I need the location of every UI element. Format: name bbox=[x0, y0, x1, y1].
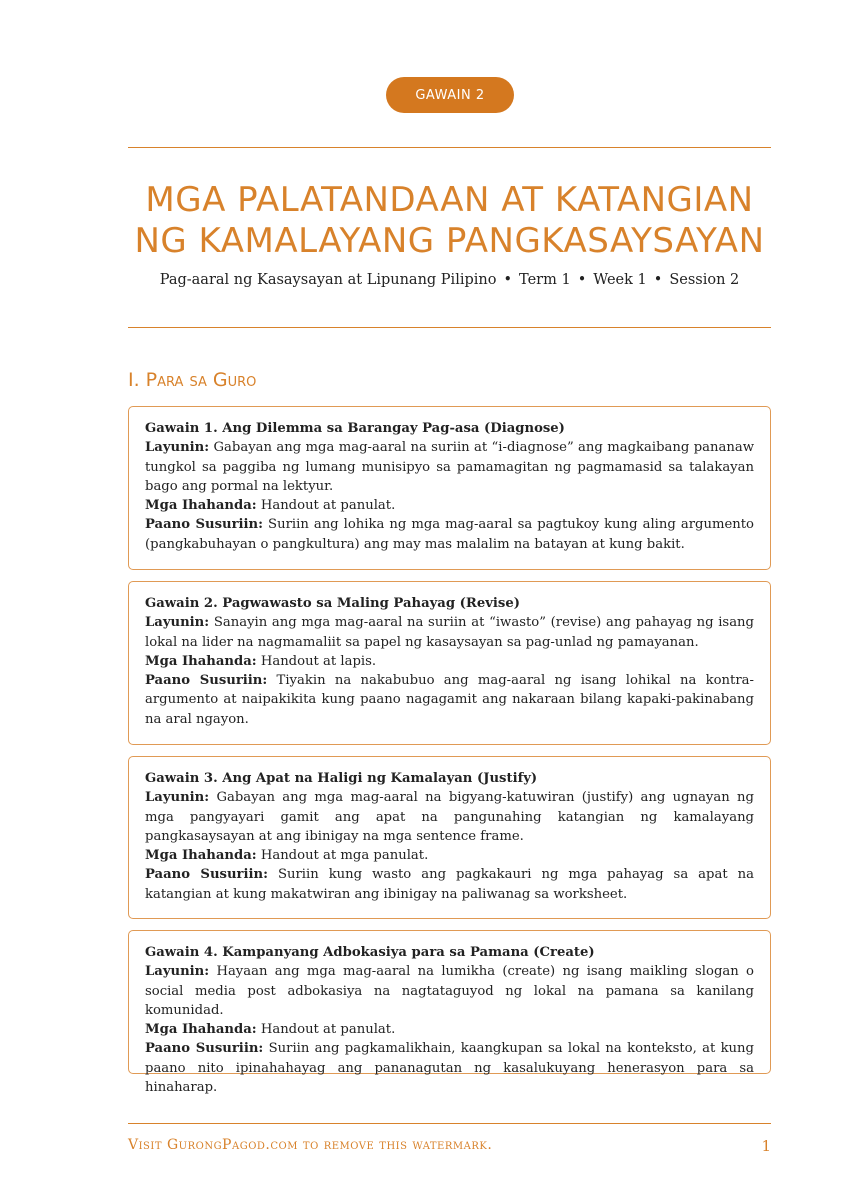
assessment-label: Paano Susuriin: bbox=[145, 1041, 264, 1057]
watermark-text: Visit GurongPagod.com to remove this watermark. bbox=[128, 1137, 493, 1153]
title-line-1: MGA PALATANDAAN AT KATANGIAN bbox=[145, 180, 754, 220]
materials-text: Handout at panulat. bbox=[260, 1022, 396, 1038]
title-line-2: NG KAMALAYANG PANGKASAYSAYAN bbox=[134, 221, 765, 261]
subtitle bbox=[128, 272, 771, 288]
objective-text: Hayaan ang mga mag-aaral na lumikha (create) ng isang maikling slogan o social media post adbokasiya na nagtataguyod ng lokal na pamana sa kanilang komunidad. bbox=[145, 964, 754, 1018]
assessment-label: Paano Susuriin: bbox=[145, 673, 268, 689]
activity-assessment bbox=[145, 865, 754, 904]
activity-title: Gawain 2. Pagwawasto sa Maling Pahayag (Revise) bbox=[145, 596, 520, 611]
materials-text: Handout at panulat. bbox=[260, 498, 396, 514]
objective-text: Gabayan ang mga mag-aaral na bigyang-katuwiran (justify) ang ugnayan ng mga pangyayari gamit ang apat na pangunahing katangian ng kamalayang pangkasaysayan at ang ibinigay na mga sentence frame. bbox=[145, 790, 754, 844]
activity-title: Gawain 4. Kampanyang Adbokasiya para sa Pamana (Create) bbox=[145, 945, 595, 960]
activity-assessment bbox=[145, 515, 754, 554]
footer-divider bbox=[128, 1123, 771, 1124]
objective-label: Layunin: bbox=[145, 440, 210, 456]
separator: • bbox=[653, 272, 663, 288]
assessment-text: Suriin ang pagkamalikhain, kaangkupan sa lokal na konteksto, at kung paano nito ipinahahayag ang pananagutan ng kasalukuyang henerasyon para sa hinaharap. bbox=[145, 1041, 754, 1096]
week-label: Week 1 bbox=[593, 272, 647, 288]
activity-card-1 bbox=[128, 406, 771, 570]
materials-label: Mga Ihahanda: bbox=[145, 498, 257, 514]
term-label: Term 1 bbox=[519, 272, 571, 288]
objective-text: Gabayan ang mga mag-aaral na suriin at “i-diagnose” ang magkaibang pananaw tungkol sa paggiba ng lumang munisipyo sa pamamagitan ng pagmamasid sa talakayan bago ang pormal na lektyur. bbox=[145, 440, 754, 494]
activity-card-4 bbox=[128, 930, 771, 1096]
activity-assessment bbox=[145, 1039, 754, 1097]
materials-label: Mga Ihahanda: bbox=[145, 1022, 257, 1038]
materials-label: Mga Ihahanda: bbox=[145, 848, 257, 864]
assessment-label: Paano Susuriin: bbox=[145, 867, 268, 883]
activity-objective bbox=[145, 962, 754, 1020]
objective-label: Layunin: bbox=[145, 615, 210, 631]
assessment-label: Paano Susuriin: bbox=[145, 517, 264, 533]
objective-label: Layunin: bbox=[145, 790, 210, 806]
objective-label: Layunin: bbox=[145, 964, 210, 980]
assessment-text: Tiyakin na nakabubuo ang mag-aaral ng isang lohikal na kontra-argumento at naipakikita kung paano nagagamit ang nakaraan bilang kapaki-pakinabang na aral ngayon. bbox=[145, 673, 754, 727]
header-bottom-divider bbox=[128, 327, 771, 328]
activity-objective bbox=[145, 613, 754, 652]
section-heading: I. Para sa Guro bbox=[128, 369, 257, 391]
activity-title: Gawain 3. Ang Apat na Haligi ng Kamalayan (Justify) bbox=[145, 771, 538, 786]
separator: • bbox=[503, 272, 513, 288]
objective-text: Sanayin ang mga mag-aaral na suriin at “iwasto” (revise) ang pahayag ng isang lokal na lider na nagmamaliit sa papel ng kasaysayan sa pag-unlad ng pamayanan. bbox=[145, 615, 754, 650]
separator: • bbox=[577, 272, 587, 288]
assessment-text: Suriin ang lohika ng mga mag-aaral sa pagtukoy kung aling argumento (pangkabuhayan o pangkultura) ang may mas malalim na batayan at kung bakit. bbox=[145, 517, 754, 552]
activity-objective bbox=[145, 788, 754, 846]
activity-card-3 bbox=[128, 756, 771, 919]
activity-objective bbox=[145, 438, 754, 496]
page-number: 1 bbox=[761, 1137, 771, 1155]
materials-text: Handout at mga panulat. bbox=[260, 848, 429, 864]
assessment-text: Suriin kung wasto ang pagkakauri ng mga pahayag sa apat na katangian at kung makatwiran ang ibinigay na paliwanag sa worksheet. bbox=[145, 867, 754, 902]
course-name: Pag-aaral ng Kasaysayan at Lipunang Pilipino bbox=[159, 272, 497, 288]
session-label: Session 2 bbox=[669, 272, 740, 288]
activity-assessment bbox=[145, 671, 754, 729]
activity-materials bbox=[145, 496, 754, 515]
activity-badge: GAWAIN 2 bbox=[386, 77, 514, 113]
activity-card-2 bbox=[128, 581, 771, 745]
activity-title: Gawain 1. Ang Dilemma sa Barangay Pag-asa (Diagnose) bbox=[145, 421, 565, 436]
activity-materials bbox=[145, 1020, 754, 1039]
materials-text: Handout at lapis. bbox=[260, 653, 377, 669]
top-divider bbox=[128, 147, 771, 148]
activity-materials bbox=[145, 846, 754, 865]
page-title bbox=[128, 180, 771, 262]
materials-label: Mga Ihahanda: bbox=[145, 653, 257, 669]
activity-materials bbox=[145, 652, 754, 671]
